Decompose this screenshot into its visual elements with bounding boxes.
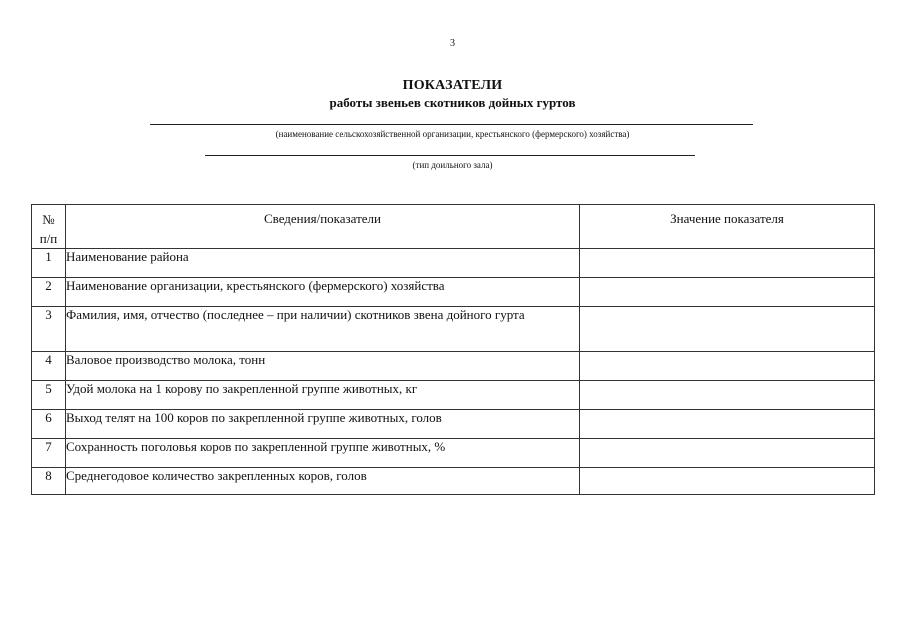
org-name-caption: (наименование сельскохозяйственной организации, крестьянского (фермерского) хозяйства) [275,129,630,139]
column-header-number [32,205,66,249]
row-label: Наименование района [66,249,580,278]
row-label: Фамилия, имя, отчество (последнее – при наличии) скотников звена дойного гурта [66,307,580,352]
column-header-number-line1: № [42,212,55,227]
table-row [32,410,875,439]
document-title: ПОКАЗАТЕЛИ [402,78,503,93]
row-label: Среднегодовое количество закрепленных коров, голов [66,468,580,495]
column-header-description: Сведения/показатели [66,205,580,249]
row-value-cell[interactable] [580,249,875,278]
row-value-cell[interactable] [580,468,875,495]
table-row [32,307,875,352]
milking-hall-fill-line [205,155,695,156]
document-subtitle: работы звеньев скотников дойных гуртов [329,95,576,110]
row-label: Наименование организации, крестьянского (фермерского) хозяйства [66,278,580,307]
row-value-cell[interactable] [580,352,875,381]
milking-hall-caption: (тип доильного зала) [412,160,493,170]
row-label: Сохранность поголовья коров по закрепленной группе животных, % [66,439,580,468]
row-value-cell[interactable] [580,439,875,468]
table-row [32,439,875,468]
row-label: Удой молока на 1 корову по закрепленной группе животных, кг [66,381,580,410]
row-number: 6 [32,410,66,439]
row-value-cell[interactable] [580,410,875,439]
table-row [32,352,875,381]
row-number: 1 [32,249,66,278]
row-number: 8 [32,468,66,495]
table-row [32,381,875,410]
row-number: 4 [32,352,66,381]
column-header-value: Значение показателя [580,205,875,249]
row-number: 2 [32,278,66,307]
row-number: 7 [32,439,66,468]
row-label: Валовое производство молока, тонн [66,352,580,381]
row-number: 5 [32,381,66,410]
column-header-number-line2: п/п [39,231,58,246]
table-row [32,249,875,278]
row-number: 3 [32,307,66,352]
table-row [32,468,875,495]
row-label: Выход телят на 100 коров по закрепленной группе животных, голов [66,410,580,439]
row-value-cell[interactable] [580,278,875,307]
indicators-table [31,204,875,495]
row-value-cell[interactable] [580,381,875,410]
org-name-fill-line [150,124,753,125]
page-number: 3 [450,38,455,49]
table-header-row [32,205,875,249]
table-row [32,278,875,307]
row-value-cell[interactable] [580,307,875,352]
